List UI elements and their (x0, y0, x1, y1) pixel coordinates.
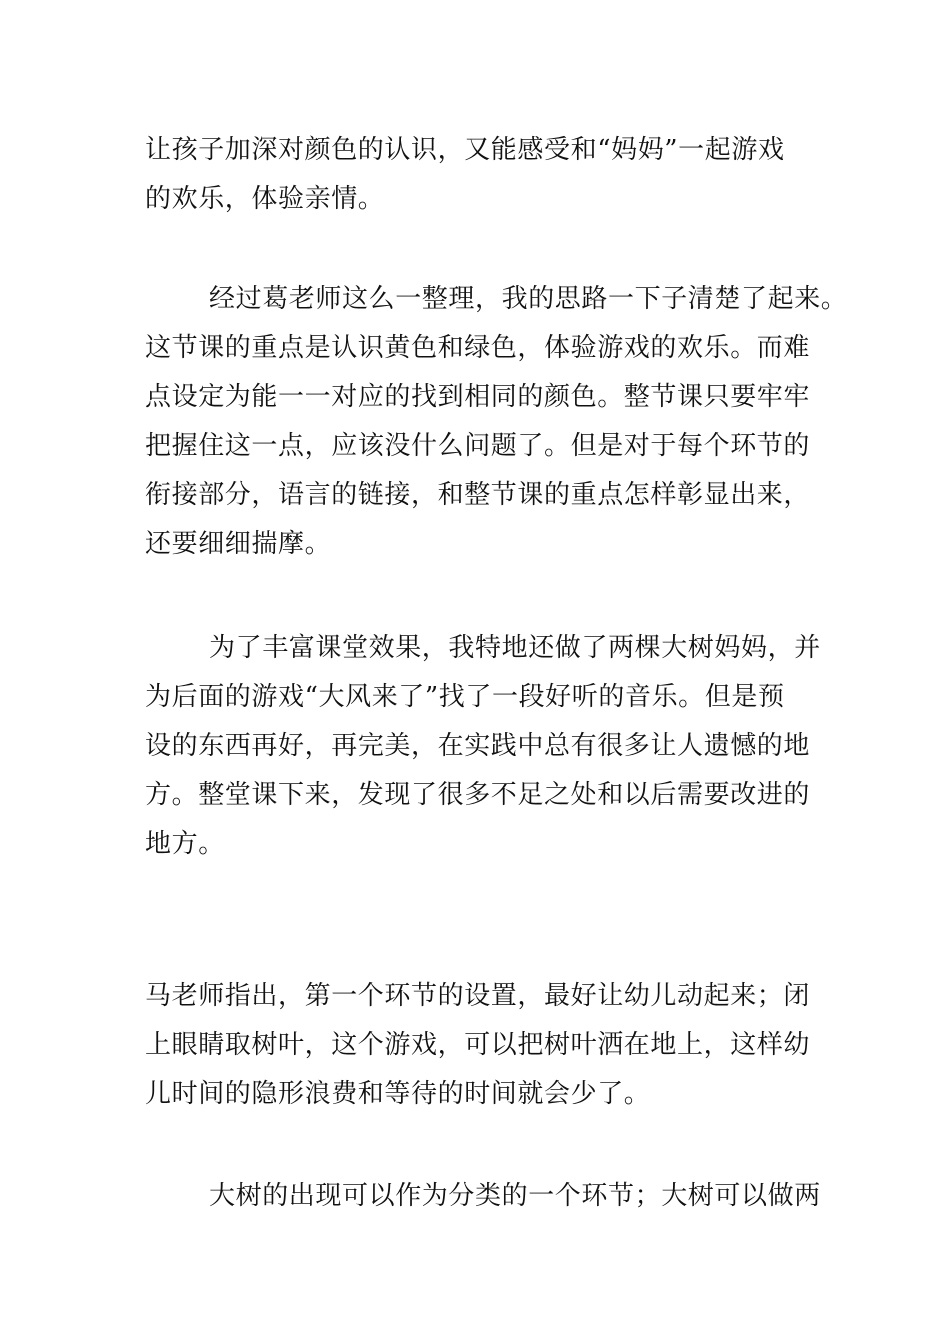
paragraph-3-line-4: 方。整堂课下来，发现了很多不足之处和以后需要改进的 (145, 780, 811, 810)
paragraph-2-line-1: 经过葛老师这么一整理，我的思路一下子清楚了起来。 (209, 284, 848, 314)
paragraph-2 (145, 275, 848, 569)
paragraph-5-line-1: 大树的出现可以作为分类的一个环节；大树可以做两 (209, 1181, 821, 1211)
paragraph-2-line-6: 还要细细揣摩。 (145, 529, 332, 559)
paragraph-2-line-5: 衔接部分，语言的链接，和整节课的重点怎样彰显出来， (145, 480, 811, 510)
paragraph-3-line-3: 设的东西再好，再完美，在实践中总有很多让人遗憾的地 (145, 731, 811, 761)
paragraph-2-line-2: 这节课的重点是认识黄色和绿色，体验游戏的欢乐。而难 (145, 333, 811, 363)
paragraph-3 (145, 624, 821, 869)
paragraph-1 (145, 126, 815, 224)
paragraph-5 (145, 1172, 821, 1221)
paragraph-1-line-1: 让孩子加深对颜色的认识，又能感受和“妈妈”一起游戏 (145, 135, 785, 165)
paragraph-3-line-5: 地方。 (145, 829, 225, 859)
paragraph-4 (145, 972, 815, 1119)
paragraph-1-line-2: 的欢乐，体验亲情。 (145, 184, 385, 214)
paragraph-4-line-3: 儿时间的隐形浪费和等待的时间就会少了。 (145, 1079, 651, 1109)
paragraph-2-line-4: 把握住这一点，应该没什么问题了。但是对于每个环节的 (145, 431, 811, 461)
paragraph-4-line-2: 上眼睛取树叶，这个游戏，可以把树叶洒在地上，这样幼 (145, 1030, 811, 1060)
paragraph-3-line-2: 为后面的游戏“大风来了”找了一段好听的音乐。但是预 (145, 682, 785, 712)
paragraph-3-line-1: 为了丰富课堂效果，我特地还做了两棵大树妈妈，并 (209, 633, 821, 663)
paragraph-2-line-3: 点设定为能一一对应的找到相同的颜色。整节课只要牢牢 (145, 382, 811, 412)
paragraph-4-line-1: 马老师指出，第一个环节的设置，最好让幼儿动起来；闭 (145, 981, 811, 1011)
